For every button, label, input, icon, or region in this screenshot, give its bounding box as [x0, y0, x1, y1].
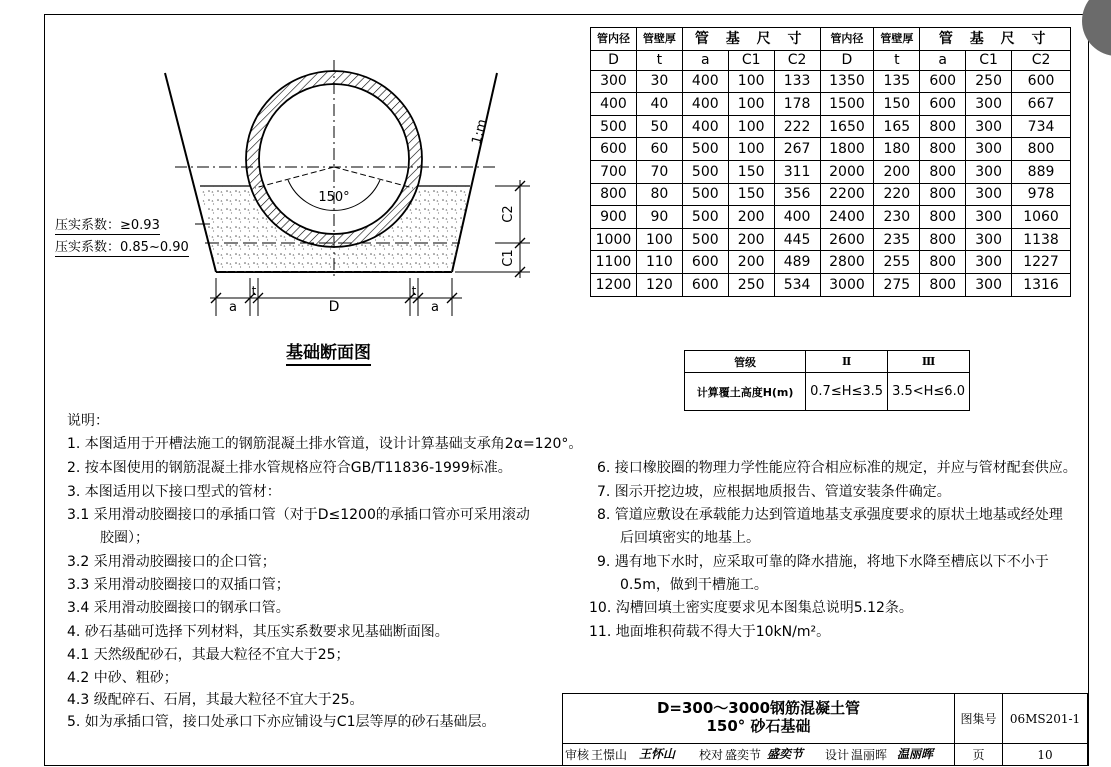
table-cell: 600: [920, 70, 966, 93]
table-cell: 400: [682, 115, 728, 138]
grade-2: Ⅱ: [806, 351, 888, 373]
table-cell: 1316: [1012, 273, 1071, 296]
note-left-2: 2. 按本图使用的钢筋混凝土排水管规格应符合GB/T11836-1999标准。: [67, 460, 512, 476]
cover-header: 计算覆土高度H(m): [685, 373, 806, 411]
sub-t-2: t: [874, 50, 920, 70]
table-cell: 222: [774, 115, 820, 138]
dim-a-left: a: [229, 300, 237, 315]
table-cell: 90: [636, 206, 682, 229]
table-cell: 133: [774, 70, 820, 93]
table-cell: 250: [728, 273, 774, 296]
note-left-7: 3.3 采用滑动胶圈接口的双插口管；: [67, 577, 290, 593]
compact-label-bottom: 压实系数：0.85~0.90: [55, 240, 189, 255]
table-cell: 800: [920, 206, 966, 229]
table-row: [591, 183, 1071, 206]
sub-c1: C1: [728, 50, 774, 70]
table-cell: 30: [636, 70, 682, 93]
note-right-8: 11. 地面堆积荷载不得大于10kN/m²。: [589, 624, 831, 640]
review-signature: 王怀山: [639, 747, 676, 761]
table-cell: 300: [966, 93, 1012, 116]
table-row: [591, 138, 1071, 161]
note-left-6: 3.2 采用滑动胶圈接口的企口管；: [67, 554, 276, 570]
table-cell: 300: [966, 160, 1012, 183]
sub-a: a: [682, 50, 728, 70]
table-cell: 150: [728, 183, 774, 206]
note-left-13: 5. 如为承插口管，接口处承口下亦应铺设与C1层等厚的砂石基础层。: [67, 714, 496, 730]
table-cell: 734: [1012, 115, 1071, 138]
table-cell: 1227: [1012, 251, 1071, 274]
table-row: [591, 115, 1071, 138]
foundation-section-drawing: [0, 0, 560, 330]
sub-c2: C2: [774, 50, 820, 70]
trench-wall-right: [452, 73, 497, 272]
table-cell: 900: [591, 206, 637, 229]
check-label: 校对: [699, 748, 724, 762]
table-cell: 500: [682, 228, 728, 251]
note-right-3: 8. 管道应敷设在承载能力达到管道地基支承强度要求的原状土地基或经处理: [597, 507, 1063, 523]
table-cell: 70: [636, 160, 682, 183]
table-cell: 200: [728, 206, 774, 229]
sub-a-2: a: [920, 50, 966, 70]
table-cell: 250: [966, 70, 1012, 93]
design-name: 温丽晖: [851, 748, 888, 762]
table-cell: 600: [1012, 70, 1071, 93]
note-right-1: 6. 接口橡胶圈的物理力学性能应符合相应标准的规定，并应与管材配套供应。: [597, 460, 1077, 476]
table-cell: 300: [591, 70, 637, 93]
table-cell: 300: [966, 251, 1012, 274]
table-cell: 400: [591, 93, 637, 116]
page-label: 页: [955, 744, 1003, 765]
table-cell: 600: [920, 93, 966, 116]
cover-grade-2: 0.7≤H≤3.5: [806, 373, 888, 411]
sub-c1-2: C1: [966, 50, 1012, 70]
table-cell: 800: [920, 183, 966, 206]
header-wall-2: 管壁厚: [874, 28, 920, 51]
dim-c2-label: C2: [501, 205, 516, 223]
table-cell: 800: [920, 251, 966, 274]
review-name: 王憬山: [591, 748, 628, 762]
table-cell: 1650: [820, 115, 874, 138]
table-cell: 275: [874, 273, 920, 296]
dim-c1-label: C1: [501, 249, 516, 267]
table-cell: 2200: [820, 183, 874, 206]
table-cell: 1350: [820, 70, 874, 93]
table-cell: 889: [1012, 160, 1071, 183]
dim-t-left: t: [251, 284, 257, 298]
note-left-4: 3.1 采用滑动胶圈接口的承插口管（对于D≤1200的承插口管亦可采用滚动: [67, 507, 530, 523]
sub-d-2: D: [820, 50, 874, 70]
design-signature: 温丽晖: [897, 747, 934, 761]
table-cell: 200: [728, 228, 774, 251]
table-cell: 100: [728, 93, 774, 116]
sub-c2-2: C2: [1012, 50, 1071, 70]
compact-label-top: 压实系数：≥0.93: [55, 218, 160, 233]
table-cell: 400: [682, 70, 728, 93]
note-left-10: 4.1 天然级配砂石，其最大粒径不宜大于25；: [67, 647, 350, 663]
table-cell: 50: [636, 115, 682, 138]
page-number: 10: [1037, 747, 1053, 762]
table-cell: 255: [874, 251, 920, 274]
table-cell: 1100: [591, 251, 637, 274]
title-block: [562, 693, 1088, 766]
table-row: [591, 70, 1071, 93]
table-cell: 120: [636, 273, 682, 296]
table-cell: 1500: [820, 93, 874, 116]
pipe-size-table: [590, 27, 1071, 297]
signature-row: [563, 744, 955, 765]
table-cell: 1060: [1012, 206, 1071, 229]
table-row: [591, 93, 1071, 116]
table-cell: 110: [636, 251, 682, 274]
table-cell: 400: [774, 206, 820, 229]
table-cell: 700: [591, 160, 637, 183]
check-signature: 盛奕节: [767, 747, 804, 761]
header-inner-dia-2: 管内径: [820, 28, 874, 51]
table-cell: 300: [966, 273, 1012, 296]
cover-grade-3: 3.5<H≤6.0: [888, 373, 970, 411]
header-wall: 管壁厚: [636, 28, 682, 51]
pipe-grade-table: [684, 350, 970, 411]
table-cell: 489: [774, 251, 820, 274]
slope-label: 1:m: [469, 117, 491, 147]
grade-header: 管级: [685, 351, 806, 373]
dim-t-right: t: [411, 284, 417, 298]
table-cell: 2400: [820, 206, 874, 229]
table-cell: 311: [774, 160, 820, 183]
design-label: 设计: [825, 748, 850, 762]
table-cell: 500: [682, 160, 728, 183]
table-cell: 500: [682, 138, 728, 161]
table-row: [591, 273, 1071, 296]
notes-heading: 说明：: [67, 413, 109, 429]
table-row: [591, 160, 1071, 183]
table-cell: 600: [591, 138, 637, 161]
table-cell: 200: [728, 251, 774, 274]
table-row: [591, 251, 1071, 274]
table-cell: 200: [874, 160, 920, 183]
header-inner-dia: 管内径: [591, 28, 637, 51]
note-left-5: 胶圈）；: [100, 530, 149, 546]
note-right-7: 10. 沟槽回填土密实度要求见本图集总说明5.12条。: [589, 600, 913, 616]
table-cell: 800: [920, 228, 966, 251]
table-cell: 800: [920, 273, 966, 296]
table-cell: 500: [682, 183, 728, 206]
table-cell: 150: [728, 160, 774, 183]
table-cell: 150: [874, 93, 920, 116]
drawing-title-line2: 150° 砂石基础: [706, 717, 811, 735]
table-cell: 978: [1012, 183, 1071, 206]
table-cell: 40: [636, 93, 682, 116]
table-cell: 267: [774, 138, 820, 161]
table-cell: 80: [636, 183, 682, 206]
table-cell: 534: [774, 273, 820, 296]
note-left-1: 1. 本图适用于开槽法施工的钢筋混凝土排水管道，设计计算基础支承角2α=120°。: [67, 436, 583, 452]
table-cell: 165: [874, 115, 920, 138]
drawing-title: [563, 694, 955, 744]
table-cell: 100: [728, 115, 774, 138]
table-cell: 2000: [820, 160, 874, 183]
table-cell: 800: [920, 115, 966, 138]
note-left-8: 3.4 采用滑动胶圈接口的钢承口管。: [67, 600, 290, 616]
table-cell: 1200: [591, 273, 637, 296]
table-cell: 2600: [820, 228, 874, 251]
dim-a-right: a: [431, 300, 439, 315]
table-cell: 1000: [591, 228, 637, 251]
review-label: 审核: [565, 748, 590, 762]
table-cell: 400: [682, 93, 728, 116]
note-left-9: 4. 砂石基础可选择下列材料，其压实系数要求见基础断面图。: [67, 624, 449, 640]
header-base: 管 基 尺 寸: [682, 28, 820, 51]
table-cell: 500: [591, 115, 637, 138]
table-cell: 135: [874, 70, 920, 93]
table-cell: 3000: [820, 273, 874, 296]
table-cell: 500: [682, 206, 728, 229]
table-cell: 356: [774, 183, 820, 206]
note-right-4: 后回填密实的地基上。: [620, 530, 760, 546]
table-cell: 300: [966, 206, 1012, 229]
note-right-2: 7. 图示开挖边坡，应根据地质报告、管道安装条件确定。: [597, 484, 951, 500]
table-cell: 300: [966, 138, 1012, 161]
table-cell: 600: [682, 273, 728, 296]
header-base-2: 管 基 尺 寸: [920, 28, 1071, 51]
table-cell: 1138: [1012, 228, 1071, 251]
table-cell: 180: [874, 138, 920, 161]
table-cell: 800: [920, 160, 966, 183]
table-cell: 300: [966, 228, 1012, 251]
table-cell: 100: [728, 70, 774, 93]
table-cell: 667: [1012, 93, 1071, 116]
sub-d: D: [591, 50, 637, 70]
atlas-number: 06MS201-1: [1003, 694, 1087, 744]
dim-d: D: [328, 299, 340, 315]
table-cell: 445: [774, 228, 820, 251]
note-right-6: 0.5m，做到干槽施工。: [620, 577, 768, 593]
table-cell: 800: [591, 183, 637, 206]
note-left-11: 4.2 中砂、粗砂；: [67, 670, 178, 686]
check-name: 盛奕节: [725, 748, 762, 762]
table-cell: 100: [636, 228, 682, 251]
atlas-label: 图集号: [955, 694, 1003, 744]
table-cell: 100: [728, 138, 774, 161]
table-cell: 300: [966, 115, 1012, 138]
table-row: [591, 206, 1071, 229]
table-cell: 600: [682, 251, 728, 274]
table-cell: 2800: [820, 251, 874, 274]
note-left-3: 3. 本图适用以下接口型式的管材：: [67, 484, 281, 500]
note-left-12: 4.3 级配碎石、石屑，其最大粒径不宜大于25。: [67, 692, 364, 708]
section-title: 基础断面图: [286, 338, 371, 366]
table-cell: 1800: [820, 138, 874, 161]
grade-3: Ⅲ: [888, 351, 970, 373]
sub-t: t: [636, 50, 682, 70]
table-cell: 300: [966, 183, 1012, 206]
table-cell: 800: [1012, 138, 1071, 161]
table-cell: 60: [636, 138, 682, 161]
note-right-5: 9. 遇有地下水时，应采取可靠的降水措施，将地下水降至槽底以下不小于: [597, 554, 1049, 570]
table-cell: 800: [920, 138, 966, 161]
table-cell: 235: [874, 228, 920, 251]
table-row: [591, 228, 1071, 251]
table-cell: 220: [874, 183, 920, 206]
table-cell: 178: [774, 93, 820, 116]
drawing-title-line1: D=300～3000钢筋混凝土管: [656, 699, 861, 717]
table-cell: 230: [874, 206, 920, 229]
angle-label: 150°: [318, 190, 350, 205]
